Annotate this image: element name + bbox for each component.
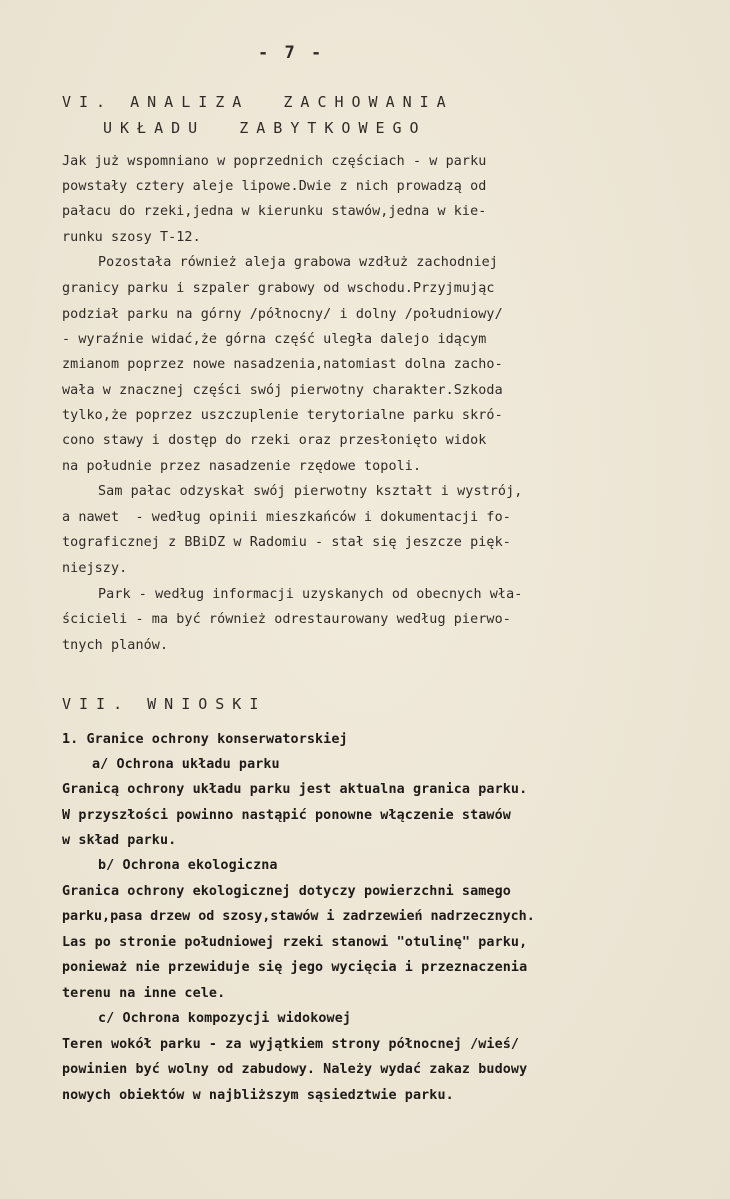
body-line: W przyszłości powinno nastąpić ponowne włączenie stawów	[62, 808, 511, 823]
body-line: zmianom poprzez nowe nasadzenia,natomiast dolna zacho-	[62, 357, 503, 372]
body-line: tylko,że poprzez uszczuplenie terytorialne parku skró-	[62, 408, 503, 423]
body-line: granicy parku i szpaler grabowy od wschodu.Przyjmując	[62, 281, 495, 296]
section6-heading-line1: VI. ANALIZA ZACHOWANIA	[62, 93, 454, 111]
body-line: ścicieli - ma być również odrestaurowany według pierwo-	[62, 612, 511, 627]
body-line: Las po stronie południowej rzeki stanowi "otulinę" parku,	[62, 935, 528, 950]
section7-heading: VII. WNIOSKI	[62, 695, 267, 713]
body-line: pałacu do rzeki,jedna w kierunku stawów,jedna w kie-	[62, 204, 487, 219]
page-number: - 7 -	[258, 43, 325, 63]
body-line: Granica ochrony ekologicznej dotyczy powierzchni samego	[62, 884, 511, 899]
body-line: powstały cztery aleje lipowe.Dwie z nich prowadzą od	[62, 179, 487, 194]
body-line: tnych planów.	[62, 638, 169, 653]
subsection-heading: c/ Ochrona kompozycji widokowej	[98, 1011, 352, 1026]
body-line: nowych obiektów w najbliższym sąsiedztwie parku.	[62, 1088, 454, 1103]
body-line: cono stawy i dostęp do rzeki oraz przesłonięto widok	[62, 433, 487, 448]
body-line: runku szosy T-12.	[62, 230, 201, 245]
body-line: powinien być wolny od zabudowy. Należy wydać zakaz budowy	[62, 1062, 528, 1077]
body-line: Granicą ochrony układu parku jest aktualna granica parku.	[62, 782, 528, 797]
subsection-heading: a/ Ochrona układu parku	[92, 757, 280, 772]
body-line: Teren wokół parku - za wyjątkiem strony północnej /wieś/	[62, 1037, 520, 1052]
body-line: w skład parku.	[62, 833, 177, 848]
body-line: ponieważ nie przewiduje się jego wycięcia i przeznaczenia	[62, 960, 528, 975]
conclusion-item-title: 1. Granice ochrony konserwatorskiej	[62, 732, 348, 747]
body-line: podział parku na górny /północny/ i dolny /południowy/	[62, 307, 503, 322]
body-line: Sam pałac odzyskał swój pierwotny kształt i wystrój,	[98, 484, 523, 499]
body-line: niejszy.	[62, 561, 128, 576]
body-line: terenu na inne cele.	[62, 986, 226, 1001]
body-line: - wyraźnie widać,że górna część uległa dalejo idącym	[62, 332, 487, 347]
subsection-heading: b/ Ochrona ekologiczna	[98, 858, 278, 873]
body-line: parku,pasa drzew od szosy,stawów i zadrzewień nadrzecznych.	[62, 909, 535, 924]
body-line: Park - według informacji uzyskanych od obecnych wła-	[98, 587, 523, 602]
body-line: wała w znacznej części swój pierwotny charakter.Szkoda	[62, 383, 503, 398]
section6-heading-line2: UKŁADU ZABYTKOWEGO	[103, 119, 427, 137]
body-line: a nawet - według opinii mieszkańców i dokumentacji fo-	[62, 510, 511, 525]
body-line: Pozostała również aleja grabowa wzdłuż zachodniej	[98, 255, 498, 270]
body-line: Jak już wspomniano w poprzednich częściach - w parku	[62, 154, 487, 169]
body-line: tograficznej z BBiDZ w Radomiu - stał się jeszcze pięk-	[62, 535, 511, 550]
body-line: na południe przez nasadzenie rzędowe topoli.	[62, 459, 422, 474]
